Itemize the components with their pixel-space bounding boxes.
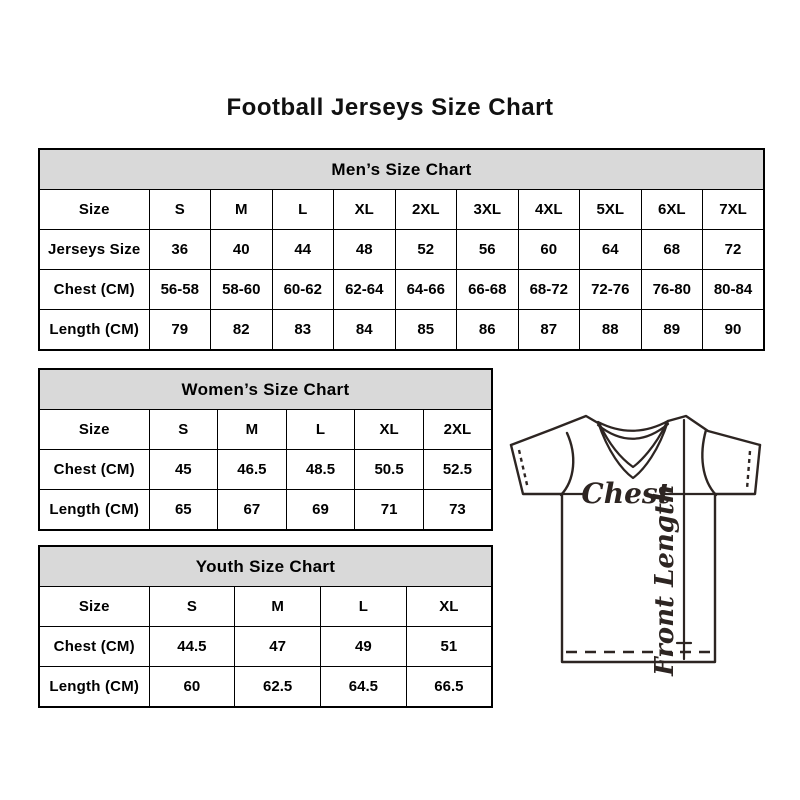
value-cell: S [149,587,235,627]
table-title: Youth Size Chart [39,546,492,587]
value-cell: 58-60 [211,270,273,310]
value-cell: 60 [518,230,580,270]
table-title-row [39,369,492,410]
value-cell: 51 [406,627,492,667]
value-cell: 68 [641,230,703,270]
value-cell: 2XL [395,190,457,230]
right-shoulder-line [668,416,760,445]
value-cell: 45 [149,450,218,490]
youth-size-table [38,545,493,708]
table-row [39,310,764,351]
value-cell: 46.5 [218,450,287,490]
value-cell: 40 [211,230,273,270]
table-title: Women’s Size Chart [39,369,492,410]
value-cell: 80-84 [703,270,765,310]
row-label: Size [39,587,149,627]
body-outline [562,494,715,662]
value-cell: 79 [149,310,211,351]
value-cell: 52 [395,230,457,270]
value-cell: 66-68 [457,270,519,310]
row-label: Jerseys Size [39,230,149,270]
right-cuff-stitch-line [747,451,750,489]
jersey-diagram [500,403,780,695]
value-cell: 87 [518,310,580,351]
value-cell: 3XL [457,190,519,230]
right-sleeve-seam [702,430,716,495]
value-cell: 2XL [423,410,492,450]
chest-label: Chest [581,477,671,510]
row-label: Size [39,410,149,450]
value-cell: 62-64 [334,270,396,310]
mens-size-table [38,148,765,351]
value-cell: 76-80 [641,270,703,310]
value-cell: 64 [580,230,642,270]
value-cell: 88 [580,310,642,351]
value-cell: 47 [235,627,321,667]
value-cell: 83 [272,310,334,351]
value-cell: L [286,410,355,450]
left-sleeve-seam [561,433,573,495]
value-cell: 44.5 [149,627,235,667]
jersey-outline [511,416,760,662]
row-label: Length (CM) [39,490,149,531]
value-cell: L [272,190,334,230]
value-cell: 36 [149,230,211,270]
value-cell: 44 [272,230,334,270]
table-row [39,490,492,531]
row-label: Length (CM) [39,667,149,708]
table-title: Men’s Size Chart [39,149,764,190]
value-cell: 64-66 [395,270,457,310]
value-cell: 89 [641,310,703,351]
value-cell: 48.5 [286,450,355,490]
value-cell: 73 [423,490,492,531]
value-cell: M [211,190,273,230]
value-cell: 6XL [641,190,703,230]
value-cell: M [235,587,321,627]
value-cell: 66.5 [406,667,492,708]
value-cell: M [218,410,287,450]
table-row [39,270,764,310]
womens-size-table [38,368,493,531]
collar-outer-v [598,421,668,478]
value-cell: XL [355,410,424,450]
value-cell: S [149,190,211,230]
table-row [39,450,492,490]
front-length-label: Front Length [650,484,680,676]
collar-band-arc-1 [598,421,668,431]
value-cell: 7XL [703,190,765,230]
value-cell: 62.5 [235,667,321,708]
value-cell: 86 [457,310,519,351]
table-row [39,587,492,627]
table-row [39,667,492,708]
value-cell: 60-62 [272,270,334,310]
value-cell: L [321,587,407,627]
value-cell: XL [334,190,396,230]
row-label: Size [39,190,149,230]
table-row [39,627,492,667]
value-cell: 64.5 [321,667,407,708]
table-title-row [39,149,764,190]
value-cell: 90 [703,310,765,351]
value-cell: 72-76 [580,270,642,310]
value-cell: 69 [286,490,355,531]
value-cell: 4XL [518,190,580,230]
value-cell: 72 [703,230,765,270]
value-cell: 82 [211,310,273,351]
table-row [39,190,764,230]
row-label: Chest (CM) [39,627,149,667]
collar [598,421,668,478]
value-cell: S [149,410,218,450]
value-cell: 60 [149,667,235,708]
page-title: Football Jerseys Size Chart [226,94,554,121]
measure-lines [562,420,715,659]
table-title-row [39,546,492,587]
value-cell: 5XL [580,190,642,230]
value-cell: 48 [334,230,396,270]
right-sleeve-edge [715,445,760,494]
value-cell: 85 [395,310,457,351]
value-cell: 68-72 [518,270,580,310]
row-label: Length (CM) [39,310,149,351]
value-cell: 84 [334,310,396,351]
table-row [39,230,764,270]
row-label: Chest (CM) [39,270,149,310]
row-label: Chest (CM) [39,450,149,490]
value-cell: 67 [218,490,287,531]
value-cell: 56 [457,230,519,270]
table-row [39,410,492,450]
left-shoulder-line [511,416,598,445]
value-cell: 56-58 [149,270,211,310]
value-cell: 52.5 [423,450,492,490]
value-cell: 65 [149,490,218,531]
value-cell: 71 [355,490,424,531]
value-cell: XL [406,587,492,627]
value-cell: 49 [321,627,407,667]
value-cell: 50.5 [355,450,424,490]
